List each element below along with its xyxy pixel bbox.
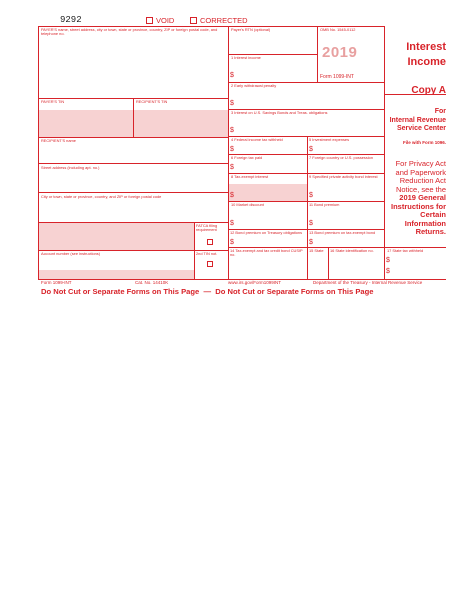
box6-label: 6 Foreign tax paid [231, 155, 263, 160]
footer-dept: Department of the Treasury - Internal Revenue Service [313, 280, 423, 285]
copy-label: Copy A [411, 85, 446, 96]
privacy-line: Returns. [415, 227, 446, 236]
title-line1: Interest [406, 41, 446, 53]
box12-dollar: $ [230, 239, 234, 246]
year-label: 2019 [322, 44, 358, 61]
footer-cat: Cat. No. 14410K [135, 280, 169, 285]
box9-dollar: $ [309, 192, 313, 199]
box7-label: 7 Foreign country or U.S. possession [309, 155, 374, 160]
box4-dollar: $ [230, 146, 234, 153]
file-with-label: File with Form 1096. [402, 140, 446, 145]
box1-dollar: $ [230, 72, 234, 79]
footer-url: www.irs.gov/Form1099INT [228, 280, 282, 285]
fatca-shade [39, 223, 194, 250]
recipient-tin-label: RECIPIENT'S TIN [136, 99, 168, 104]
title-line2: Income [407, 56, 446, 68]
box5-dollar: $ [309, 146, 313, 153]
do-not-cut-label: Do Not Cut or Separate Forms on This Page — Do Not Cut or Separate Forms on This Page [41, 287, 374, 296]
privacy-line: Reduction Act [399, 176, 446, 185]
box15-label: 15 State [309, 248, 324, 253]
box6-dollar: $ [230, 164, 234, 171]
box17-dollar-2: $ [386, 268, 390, 275]
box3-dollar: $ [230, 127, 234, 134]
omb-label: OMB No. 1545-0112 [320, 27, 356, 32]
void-label: VOID [156, 16, 175, 25]
box17-label: 17 State tax withheld [387, 248, 424, 253]
payer-tin-field[interactable] [39, 110, 133, 137]
payer-tin-label: PAYER'S TIN [41, 99, 65, 104]
for-line2: Internal Revenue [389, 117, 446, 124]
box17-dollar: $ [386, 257, 390, 264]
payer-name-label: PAYER'S name, street address, city or town, state or province, country, ZIP or foreign postal code, and telephone no. [41, 27, 218, 37]
recipient-name-label: RECIPIENT'S name [41, 138, 76, 143]
box13-dollar: $ [309, 239, 313, 246]
box8-dollar: $ [230, 192, 234, 199]
for-line3: Service Center [396, 125, 446, 132]
box5-label: 5 Investment expenses [309, 137, 350, 142]
box4-label: 4 Federal income tax withheld [231, 137, 283, 142]
box1-label: 1 Interest income [231, 55, 261, 60]
void-checkbox[interactable] [146, 17, 153, 24]
privacy-line: Information [404, 218, 446, 228]
form-small-label [320, 75, 354, 79]
privacy-line: Certain [420, 210, 446, 219]
form-small-text: Form 1099-INT [320, 74, 354, 80]
footer-form: Form 1099-INT [41, 280, 72, 285]
form-code: 9292 [60, 15, 82, 25]
privacy-line: For Privacy Act [395, 159, 446, 168]
box12-label: 12 Bond premium on Treasury obligations [230, 230, 303, 235]
corrected-checkbox[interactable] [190, 17, 197, 24]
recipient-tin-field[interactable] [134, 110, 228, 137]
privacy-block [388, 160, 446, 237]
box10-dollar: $ [230, 220, 234, 227]
privacy-line: Notice, see the [395, 184, 446, 194]
box11-dollar: $ [309, 220, 313, 227]
box2-label: 2 Early withdrawal penalty [231, 83, 277, 88]
box3-label: 3 Interest on U.S. Savings Bonds and Treas. obligations [231, 110, 328, 115]
privacy-line: Instructions for [390, 201, 446, 211]
rtn-label: Payer's RTN (optional) [231, 27, 271, 32]
street-label: Street address (including apt. no.) [41, 165, 100, 170]
for-line1: For [434, 108, 446, 115]
tin2-checkbox[interactable] [207, 261, 213, 267]
privacy-line: and Paperwork [395, 167, 446, 177]
box8-label: 8 Tax-exempt interest [231, 174, 269, 179]
box11-label: 11 Bond premium [309, 202, 340, 207]
box13-label: 13 Bond premium on tax-exempt bond [309, 230, 376, 235]
city-label: City or town, state or province, country, and ZIP or foreign postal code [41, 194, 162, 199]
fatca-label: FATCA filing requirement [196, 223, 218, 233]
box8-shade [229, 184, 307, 201]
box10-label: 10 Market discount [231, 202, 264, 207]
account-label: Account number (see instructions) [41, 251, 101, 256]
box9-label: 9 Specified private activity bond interest [309, 174, 378, 179]
bottom-shade [39, 270, 194, 279]
fatca-checkbox[interactable] [207, 239, 213, 245]
privacy-line: 2019 General [399, 193, 446, 202]
box16-label: 16 State identification no. [330, 248, 374, 253]
corrected-label: CORRECTED [200, 16, 248, 25]
box14-label: 14 Tax-exempt and tax credit bond CUSIP no. [230, 248, 303, 258]
box2-dollar: $ [230, 100, 234, 107]
tin2-label: 2nd TIN not. [196, 251, 218, 256]
